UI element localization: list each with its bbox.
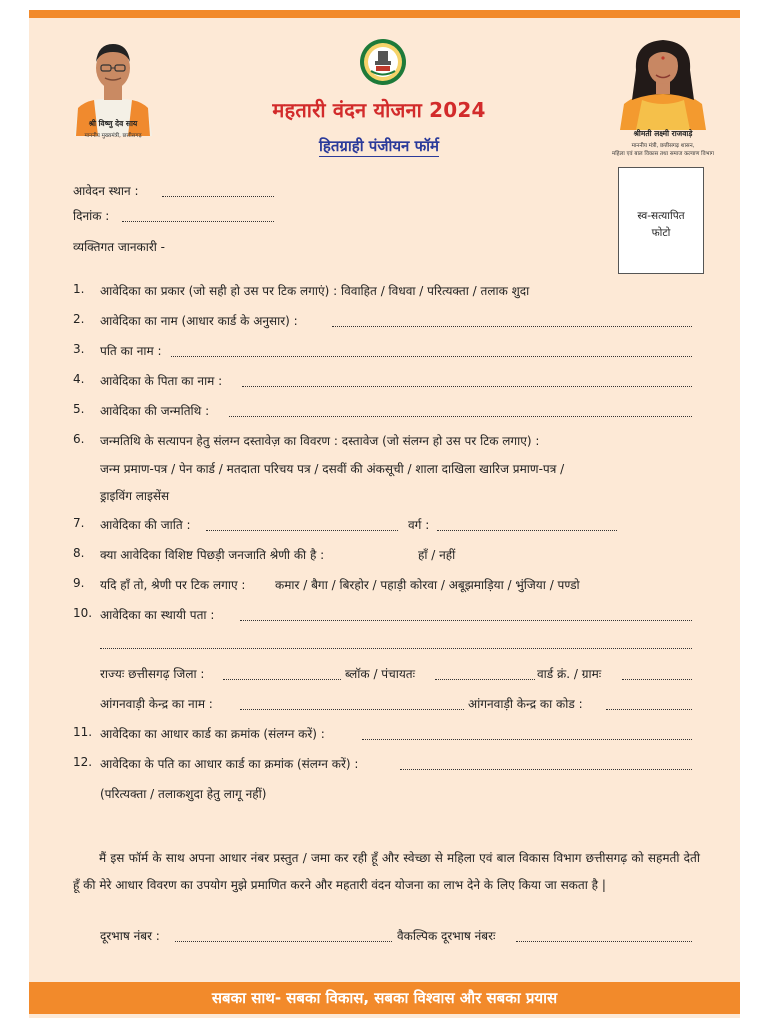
item-number: 2. — [73, 312, 85, 326]
dob-document-options-2: ड्राइविंग लाइसेंस — [100, 489, 170, 503]
category-label: वर्ग : — [408, 518, 430, 532]
aadhaar-label: आवेदिका का आधार कार्ड का क्रमांक (संलग्न करें) : — [100, 727, 325, 741]
cm-name: श्री विष्णु देव साय — [88, 119, 138, 128]
date-label: दिनांक : — [73, 209, 110, 223]
applicant-name-field[interactable] — [332, 326, 692, 327]
applicant-name-label: आवेदिका का नाम (आधार कार्ड के अनुसार) : — [100, 314, 298, 328]
state-emblem-logo — [359, 38, 407, 86]
photo-box-label-2: फोटो — [651, 227, 671, 239]
cm-title: माननीय मुख्यमंत्री, छत्तीसगढ़ — [84, 133, 142, 139]
ward-village-label: वार्ड क्रं. / ग्रामः — [537, 667, 602, 681]
minister-photo — [614, 30, 712, 130]
top-orange-bar — [29, 10, 740, 18]
item-number: 7. — [73, 516, 85, 530]
alt-phone-field[interactable] — [516, 941, 692, 942]
anganwadi-code-label: आंगनवाड़ी केन्द्र का कोड : — [468, 697, 583, 711]
dob-label: आवेदिका की जन्मतिथि : — [100, 404, 210, 418]
photo-box-label-1: स्व-सत्यापित — [637, 210, 685, 222]
husband-name-field[interactable] — [171, 356, 692, 357]
state-district-label: राज्यः छत्तीसगढ़ जिला : — [100, 667, 205, 681]
district-field[interactable] — [223, 679, 341, 680]
place-field[interactable] — [162, 196, 274, 197]
footer-slogan: सबका साथ- सबका विकास, सबका विश्वास और सबका प्रयास — [29, 982, 740, 1014]
pvtg-category-options: कमार / बैगा / बिरहोर / पहाड़ी कोरवा / अबूझमाड़िया / भुंजिया / पण्डो — [275, 578, 580, 592]
pvtg-options: हाँ / नहीं — [418, 548, 456, 562]
pvtg-category-label: यदि हाँ तो, श्रेणी पर टिक लगाए : — [100, 578, 246, 592]
minister-name: श्रीमती लक्ष्मी राजवाड़े — [633, 129, 693, 138]
self-attested-photo-box[interactable] — [618, 167, 704, 274]
dob-field[interactable] — [229, 416, 692, 417]
address-label: आवेदिका का स्थायी पता : — [100, 608, 215, 622]
place-label: आवेदन स्थान : — [73, 184, 139, 198]
minister-title-1: माननीय मंत्री, छत्तीसगढ़ शासन, — [631, 143, 695, 149]
item-number: 5. — [73, 402, 85, 416]
form-subtitle: हितग्राही पंजीयन फॉर्म — [318, 137, 440, 155]
husband-aadhaar-note: (परित्यक्ता / तलाकशुदा हेतु लागू नहीं) — [100, 787, 267, 801]
declaration-text: मैं इस फॉर्म के साथ अपना आधार नंबर प्रस्तुत / जमा कर रही हूँ और स्वेच्छा से महिला एवं बाल विकास विभाग छत्तीसगढ़ को सहमती देती हूँ की मेरे आधार विवरण का उपयोग मुझे प्रमाणित करने और महतारी वंदन योजना का लाभ देने के लिए किया जा सकता है | — [73, 851, 700, 892]
phone-label: दूरभाष नंबर : — [100, 929, 160, 943]
address-field[interactable] — [240, 620, 692, 621]
item-number: 11. — [73, 725, 93, 739]
minister-title-2: महिला एवं बाल विकास तथा समाज कल्याण विभाग — [611, 151, 715, 157]
item-number: 12. — [73, 755, 93, 769]
personal-info-heading: व्यक्तिगत जानकारी - — [73, 240, 166, 254]
anganwadi-name-label: आंगनवाड़ी केन्द्र का नाम : — [100, 697, 213, 711]
aadhaar-field[interactable] — [362, 739, 692, 740]
caste-field[interactable] — [206, 530, 398, 531]
father-name-label: आवेदिका के पिता का नाम : — [100, 374, 223, 388]
ward-village-field[interactable] — [622, 679, 692, 680]
pvtg-label: क्या आवेदिका विशिष्ट पिछड़ी जनजाति श्रेणी की है : — [100, 548, 325, 562]
item-number: 8. — [73, 546, 85, 560]
item-number: 10. — [73, 606, 93, 620]
applicant-type-label: आवेदिका का प्रकार (जो सही हो उस पर टिक लगाएं) : विवाहित / विधवा / परित्यक्ता / तलाक शुदा — [100, 284, 530, 298]
page-title: महतारी वंदन योजना 2024 — [272, 98, 486, 122]
item-number: 4. — [73, 372, 85, 386]
alt-phone-label: वैकल्पिक दूरभाष नंबरः — [397, 929, 496, 943]
dob-document-options: जन्म प्रमाण-पत्र / पेन कार्ड / मतदाता परिचय पत्र / दसवीं की अंकसूची / शाला दाखिला खारिज प्रमाण-पत्र / — [100, 462, 565, 476]
address-field-2[interactable] — [100, 648, 692, 649]
item-number: 3. — [73, 342, 85, 356]
anganwadi-code-field[interactable] — [606, 709, 692, 710]
phone-field[interactable] — [175, 941, 392, 942]
item-number: 9. — [73, 576, 85, 590]
block-panchayat-field[interactable] — [435, 679, 535, 680]
husband-aadhaar-label: आवेदिका के पति का आधार कार्ड का क्रमांक (संलग्न करें) : — [100, 757, 359, 771]
husband-aadhaar-field[interactable] — [400, 769, 692, 770]
father-name-field[interactable] — [242, 386, 692, 387]
block-panchayat-label: ब्लॉक / पंचायतः — [345, 667, 416, 681]
item-number: 6. — [73, 432, 85, 446]
date-field[interactable] — [122, 221, 274, 222]
husband-name-label: पति का नाम : — [100, 344, 162, 358]
anganwadi-name-field[interactable] — [240, 709, 464, 710]
form-page — [29, 10, 740, 1018]
category-field[interactable] — [437, 530, 617, 531]
caste-label: आवेदिका की जाति : — [100, 518, 191, 532]
item-number: 1. — [73, 282, 85, 296]
dob-document-label: जन्मतिथि के सत्यापन हेतु संलग्न दस्तावेज़ का विवरण : दस्तावेज (जो संलग्न हो उस पर टिक लगाए) : — [100, 434, 540, 448]
